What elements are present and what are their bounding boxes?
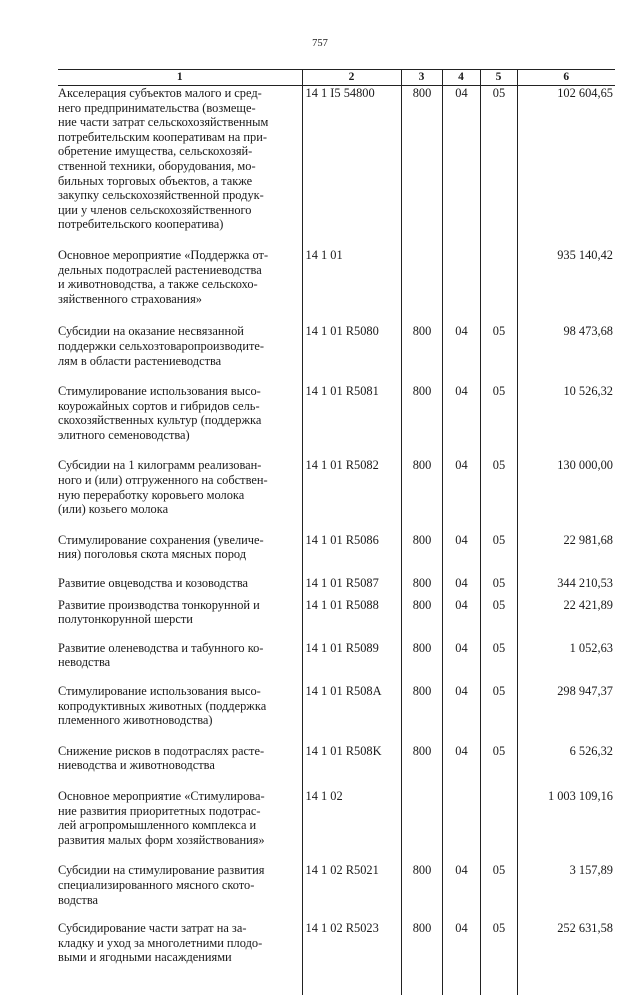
column-header-4: 4 [442,70,480,86]
row-amount: 98 473,68 [517,324,615,384]
row-col5: 05 [480,641,517,684]
row-amount: 22 421,89 [517,598,615,641]
description-line: и животноводства, а также сельскохо- [58,277,258,292]
table-row [58,744,615,789]
row-amount: 10 526,32 [517,384,615,458]
row-amount: 298 947,37 [517,684,615,744]
table-tail-row [58,965,615,995]
column-header-5: 5 [480,70,517,86]
row-description [58,324,302,384]
description-line: Субсидии на стимулирование развития [58,863,265,878]
description-line: элитного семеноводства) [58,427,190,442]
description-line: обретение имущества, сельскохозяй- [58,144,253,159]
row-col3: 800 [401,86,442,248]
row-col4: 04 [442,86,480,248]
page-number: 757 [312,38,328,49]
budget-table [58,69,615,995]
row-col4: 04 [442,744,480,789]
empty-cell [442,965,480,995]
row-col5 [480,789,517,863]
empty-cell [480,965,517,995]
row-code: 14 1 01 R5087 [302,576,401,598]
row-code: 14 1 01 R5088 [302,598,401,641]
row-description [58,684,302,744]
row-description [58,458,302,532]
row-col4: 04 [442,384,480,458]
table-row [58,921,615,965]
description-line: дельных подотраслей растениеводства [58,262,262,277]
row-col5: 05 [480,458,517,532]
row-col5: 05 [480,384,517,458]
table-row [58,248,615,324]
row-col3: 800 [401,921,442,965]
row-col3: 800 [401,533,442,576]
description-line: ного и (или) отгруженного на собствен- [58,473,268,488]
row-col5 [480,248,517,324]
empty-cell [58,965,302,995]
row-col4: 04 [442,458,480,532]
table-row [58,458,615,532]
description-line: скохозяйственных культур (поддержка [58,413,262,428]
row-col5: 05 [480,533,517,576]
table-row [58,384,615,458]
table-row [58,576,615,598]
row-code: 14 1 I5 54800 [302,86,401,248]
description-line: Развитие оленеводства и табунного ко- [58,640,264,655]
description-line: полутонкорунной шерсти [58,612,193,627]
description-line: кладку и уход за многолетними плодо- [58,935,263,950]
row-col5: 05 [480,576,517,598]
row-code: 14 1 01 R508A [302,684,401,744]
row-col5: 05 [480,684,517,744]
description-line: поддержки сельхозтоваропроизводите- [58,338,265,353]
description-line: лей агропромышленного комплекса и [58,818,257,833]
row-col3: 800 [401,684,442,744]
description-line: Субсидии на 1 килограмм реализован- [58,458,262,473]
description-line: лям в области растениеводства [58,353,222,368]
row-amount: 252 631,58 [517,921,615,965]
description-line: (или) козьего молока [58,502,169,517]
row-col4 [442,789,480,863]
description-line: ниеводства и животноводства [58,758,215,773]
row-amount: 130 000,00 [517,458,615,532]
row-description [58,598,302,641]
description-line: Основное мероприятие «Стимулирова- [58,788,265,803]
description-line: Стимулирование использования высо- [58,684,261,698]
row-col4: 04 [442,863,480,921]
row-col3: 800 [401,744,442,789]
row-code: 14 1 01 R5081 [302,384,401,458]
description-line: Снижение рисков в подотраслях расте- [58,743,265,758]
description-line: Развитие производства тонкорунной и [58,597,260,612]
row-col4: 04 [442,598,480,641]
row-code: 14 1 01 R508K [302,744,401,789]
description-line: выми и ягодными насаждениями [58,950,232,965]
empty-cell [517,965,615,995]
row-col4: 04 [442,684,480,744]
description-line: ции у членов сельскохозяйственного [58,202,252,217]
description-line: Стимулирование сохранения (увеличе- [58,532,264,547]
description-line: ние части затрат сельскохозяйственным [58,115,269,130]
description-line: племенного животноводства) [58,713,213,728]
column-header-3: 3 [401,70,442,86]
row-description [58,533,302,576]
row-description [58,789,302,863]
table-header-row [58,70,615,86]
row-col4: 04 [442,324,480,384]
description-line: Основное мероприятие «Поддержка от- [58,247,269,262]
column-header-6: 6 [517,70,615,86]
description-line: неводства [58,655,111,670]
row-col4 [442,248,480,324]
row-code: 14 1 01 R5086 [302,533,401,576]
row-description [58,863,302,921]
row-col3: 800 [401,576,442,598]
row-description [58,576,302,598]
table-row [58,324,615,384]
description-line: Стимулирование использования высо- [58,384,261,399]
table-row [58,684,615,744]
row-col5: 05 [480,863,517,921]
column-header-2: 2 [302,70,401,86]
row-col3: 800 [401,324,442,384]
description-line: водства [58,892,99,907]
description-line: ние развития приоритетных подотрас- [58,803,261,818]
row-col5: 05 [480,598,517,641]
row-col5: 05 [480,324,517,384]
description-line: копродуктивных животных (поддержка [58,698,267,713]
row-code: 14 1 02 [302,789,401,863]
description-line: Субсидирование части затрат на за- [58,921,247,936]
description-line: него предпринимательства (возмеще- [58,100,256,115]
row-col4: 04 [442,921,480,965]
row-amount: 102 604,65 [517,86,615,248]
row-code: 14 1 01 R5080 [302,324,401,384]
table-row [58,86,615,248]
row-code: 14 1 01 R5082 [302,458,401,532]
row-col3: 800 [401,458,442,532]
row-code: 14 1 01 R5089 [302,641,401,684]
description-line: специализированного мясного ското- [58,877,255,892]
row-amount: 1 003 109,16 [517,789,615,863]
row-amount: 935 140,42 [517,248,615,324]
row-description [58,641,302,684]
row-code: 14 1 02 R5023 [302,921,401,965]
row-col4: 04 [442,533,480,576]
row-amount: 6 526,32 [517,744,615,789]
row-description [58,384,302,458]
table-row [58,598,615,641]
row-col3: 800 [401,641,442,684]
row-col3: 800 [401,863,442,921]
description-line: Субсидии на оказание несвязанной [58,324,244,339]
description-line: ную переработку коровьего молока [58,487,245,502]
row-amount: 344 210,53 [517,576,615,598]
row-amount: 22 981,68 [517,533,615,576]
row-col3: 800 [401,384,442,458]
row-code: 14 1 01 [302,248,401,324]
table-row [58,641,615,684]
row-col3 [401,248,442,324]
row-col3: 800 [401,598,442,641]
row-col5: 05 [480,921,517,965]
description-line: закупку сельскохозяйственной продук- [58,188,264,203]
row-amount: 3 157,89 [517,863,615,921]
description-line: коурожайных сортов и гибридов сель- [58,398,260,413]
table-row [58,533,615,576]
empty-cell [401,965,442,995]
row-code: 14 1 02 R5021 [302,863,401,921]
row-col5: 05 [480,744,517,789]
table-row [58,789,615,863]
table-body [58,86,615,995]
row-description [58,744,302,789]
row-amount: 1 052,63 [517,641,615,684]
description-line: развития малых форм хозяйствования» [58,832,265,847]
empty-cell [302,965,401,995]
description-line: бильных торговых объектов, а также [58,173,253,188]
row-description [58,921,302,965]
description-line: Развитие овцеводства и козоводства [58,576,249,591]
description-line: потребительского кооператива) [58,217,224,232]
row-description [58,248,302,324]
row-col3 [401,789,442,863]
row-description [58,86,302,248]
description-line: Акселерация субъектов малого и сред- [58,86,262,100]
table-row [58,863,615,921]
description-line: потребительским кооперативам на при- [58,129,267,144]
description-line: ственной техники, оборудования, мо- [58,158,256,173]
row-col5: 05 [480,86,517,248]
column-header-1: 1 [58,70,302,86]
description-line: зяйственного страхования» [58,291,202,306]
description-line: ния) поголовья скота мясных пород [58,547,247,562]
row-col4: 04 [442,576,480,598]
row-col4: 04 [442,641,480,684]
